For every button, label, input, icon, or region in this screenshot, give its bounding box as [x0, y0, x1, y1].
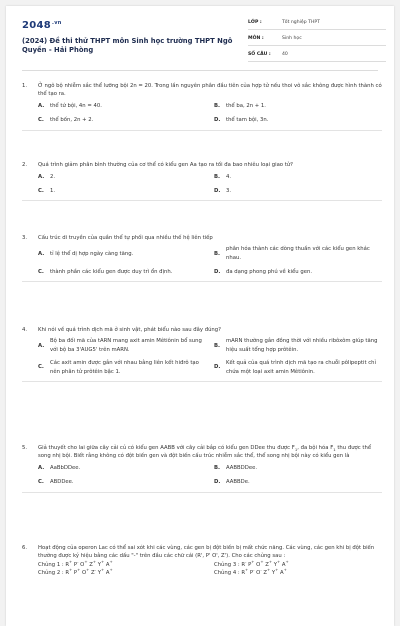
question-number: 1.: [22, 83, 28, 89]
strain-2: Chủng 2 : R+ P+ O+ Z- Y+ A+: [38, 567, 113, 577]
question-number: 5.: [22, 445, 28, 451]
answer-option-d[interactable]: D. 3.: [214, 187, 232, 194]
answer-options: [38, 464, 382, 487]
question-divider: [22, 492, 382, 493]
question-number: 4.: [22, 327, 28, 333]
answer-option-b[interactable]: B. phân hóa thành các dòng thuần với các kiểu gen khác nhau.: [214, 246, 370, 261]
answer-option-a[interactable]: A. tỉ lệ thể dị hợp ngày càng tăng.: [38, 250, 134, 257]
answer-option-d[interactable]: D. AABBDe.: [214, 479, 250, 486]
question-divider: [22, 130, 382, 131]
strain-1: Chủng 1 : R+ P- O+ Z+ Y+ A+: [38, 559, 113, 568]
meta-count-value: 40: [282, 51, 288, 57]
meta-class-value: Tốt nghiệp THPT: [282, 19, 320, 25]
meta-subject-value: Sinh học: [282, 35, 302, 41]
answer-options: [38, 102, 382, 125]
answer-option-c[interactable]: C. Các axit amin được gắn với nhau bằng liên kết hiđrô tạo nên phân tử prôtêin bậc 1.: [38, 360, 199, 375]
meta-class-row: [248, 15, 386, 30]
site-logo[interactable]: $2048^{.vn}$: [22, 20, 62, 31]
question-4: [22, 326, 382, 382]
strain-list: [38, 561, 382, 578]
question-stem: Cấu trúc di truyền của quần thể tự phối qua nhiều thế hệ liên tiếp: [38, 235, 213, 241]
answer-options: [38, 172, 382, 195]
question-number: 3.: [22, 235, 28, 241]
answer-option-d[interactable]: D. đa dạng phong phú về kiểu gen.: [214, 268, 313, 275]
question-number: 2.: [22, 162, 28, 168]
answer-option-b[interactable]: B. AABBDDee.: [214, 465, 258, 472]
answer-option-b[interactable]: B. thể ba, 2n + 1.: [214, 103, 266, 110]
strain-3: Chủng 3 : R- P+ O+ Z+ Y+ A+: [214, 559, 289, 568]
answer-option-a[interactable]: A. AaBbDDee.: [38, 465, 81, 472]
document-page: [6, 6, 394, 626]
answer-option-b[interactable]: B. 4.: [214, 173, 232, 180]
meta-count-label: SỐ CÂU :: [248, 51, 271, 57]
question-3: [22, 234, 382, 282]
question-6: [22, 544, 382, 578]
answer-option-c[interactable]: C. 1.: [38, 187, 56, 194]
answer-option-a[interactable]: A. 2.: [38, 173, 56, 180]
answer-option-d[interactable]: D. thể tam bội, 3n.: [214, 117, 269, 124]
meta-class-label: LỚP :: [248, 19, 262, 25]
question-2: [22, 161, 382, 201]
question-stem: Khi nói về quá trình dịch mã ở sinh vật, phát biểu nào sau đây đúng?: [38, 327, 221, 333]
question-stem: Quá trình giảm phân bình thường của cơ thể có kiểu gen Aa tạo ra tối đa bao nhiêu loại giao tử?: [38, 162, 293, 168]
question-5: [22, 444, 382, 493]
meta-count-row: [248, 47, 386, 62]
answer-options: [38, 337, 382, 376]
answer-option-b[interactable]: B. mARN thường gắn đồng thời với nhiều ribôxôm giúp tăng hiệu suất tổng hợp prôtêin.: [214, 338, 378, 353]
answer-option-c[interactable]: C. ABDDee.: [38, 479, 74, 486]
meta-subject-label: MÔN :: [248, 35, 264, 41]
answer-option-c[interactable]: C. thành phần các kiểu gen được duy trì ổn định.: [38, 268, 173, 275]
answer-option-a[interactable]: A. thể tứ bội, 4n = 40.: [38, 103, 102, 110]
answer-option-c[interactable]: C. thể bốn, 2n + 2.: [38, 117, 94, 124]
question-stem: Hoạt động của operon Lac có thể sai xót khi các vùng, các gen bị đột biến bị mất chức năng. Các vùng, các gen khi bị đột biến thường được ký hiệu bằng các dấu "-" trên đầu các chữ cái (R', P' O', Z'). Cho các chủng sau :: [38, 545, 375, 560]
question-1: [22, 82, 382, 131]
meta-subject-row: [248, 31, 386, 46]
question-number: 6.: [22, 545, 28, 551]
question-stem: Ở ngô bộ nhiễm sắc thể lưỡng bội 2n = 20. Trong lần nguyên phân đầu tiên của hợp tử nếu thoi vô sắc không được hình thành có thể tạo ra.: [38, 83, 382, 98]
exam-title: (2024) Đề thi thử THPT môn Sinh học trường THPT Ngô Quyền - Hải Phòng: [22, 37, 233, 55]
answer-option-a[interactable]: A. Bộ ba đối mã của tARN mang axit amin Mêtiônin bổ sung với bộ ba 3'AUG5' trên mARN.: [38, 338, 202, 353]
answer-option-d[interactable]: D. Kết quả của quá trình dịch mã tạo ra chuỗi pôlipeptit chỉ chứa một loại axit amin Mêtiônin.: [214, 360, 376, 375]
question-divider: [22, 381, 382, 382]
question-divider: [22, 281, 382, 282]
strain-4: Chủng 4 : R+ P- O- Z+ Y+ A+: [214, 567, 287, 577]
question-stem: Giả thuyết cho lai giữa cây cải củ có kiểu gen AABB với cây cải bắp có kiểu gen DDee thu được $F_1$, đa bội hóa $F_1$ thu được thể song nhị bội. Biết rằng không có đột biến gen và đột biến cấu trúc nhiễm sắc thể, thể song nhị bội này có kiểu gen là: [38, 445, 372, 460]
question-divider: [22, 200, 382, 201]
header-divider: [22, 70, 378, 71]
answer-options: [38, 245, 382, 276]
